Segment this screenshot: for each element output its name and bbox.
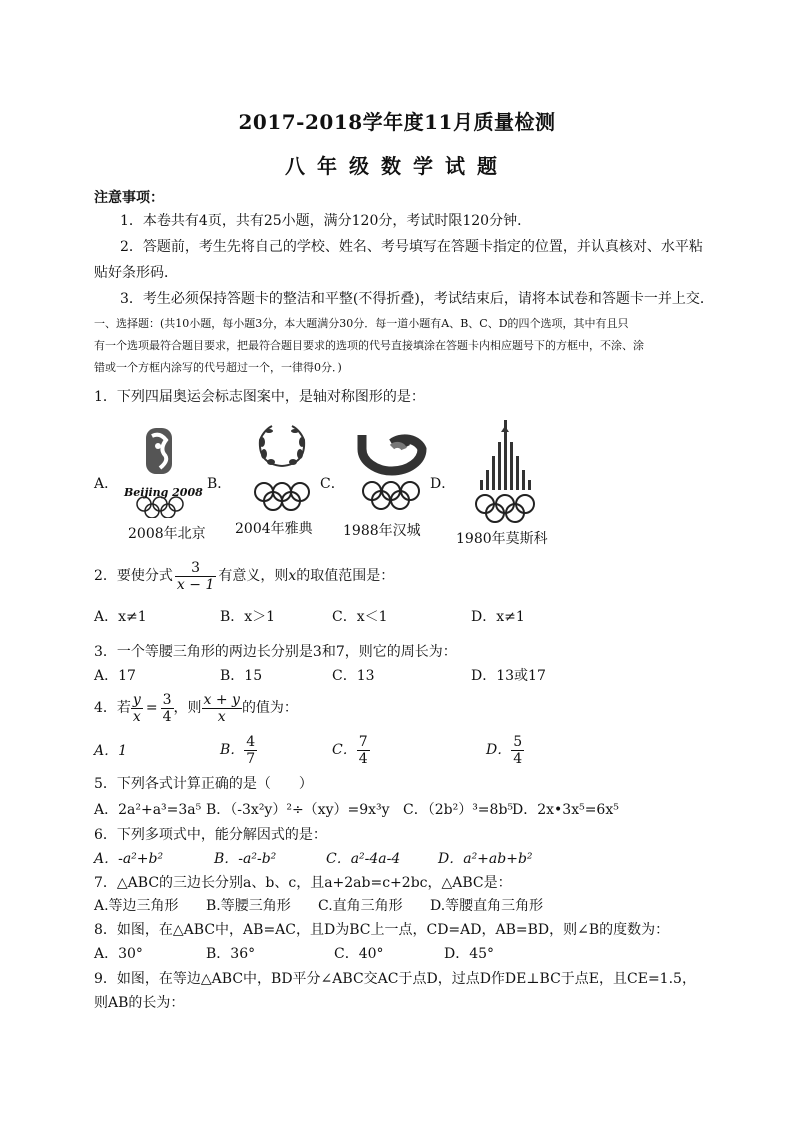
olympic-rings-icon xyxy=(255,483,309,510)
q4-f1-num: y xyxy=(132,691,141,708)
q2-option-c: C．x＜1 xyxy=(332,609,388,625)
q2-option-d: D．x≠1 xyxy=(471,609,525,625)
olympic-rings-icon xyxy=(137,497,183,518)
q2-option-a: A．x≠1 xyxy=(94,609,147,625)
q4-mid: ，则 xyxy=(173,700,202,716)
q2-suffix: 有意义，则 xyxy=(218,568,289,584)
olympic-rings-icon xyxy=(363,482,419,509)
q1-caption-a: 2008年北京 xyxy=(128,526,206,542)
q8-option-c: C．40° xyxy=(334,946,384,962)
q4-option-d xyxy=(486,730,524,770)
q1-option-d-label: D． xyxy=(430,476,456,492)
q4-option-c-frac xyxy=(357,734,370,767)
moscow-tower-icon xyxy=(480,420,531,490)
beijing-logo-image xyxy=(122,422,202,518)
q4-option-b-label: B． xyxy=(220,742,245,758)
q2-fraction xyxy=(175,560,216,593)
section-instructions-1: 一、选择题：(共10小题，每小题3分，本大题满分30分．每一道小题有A、B、C、D的四个选项，其中有且只 xyxy=(94,317,629,330)
q8-option-b: B．36° xyxy=(206,946,256,962)
q2-var: x xyxy=(288,568,297,584)
page-title: 2017-2018学年度11月质量检测 xyxy=(238,110,556,134)
q8-stem: 8．如图，在△ABC中，AB=AC，且D为BC上一点，CD=AD，AB=BD，则∠B的度数为： xyxy=(94,922,670,938)
q3-option-b: B．15 xyxy=(220,668,263,684)
q4-option-b-frac xyxy=(244,734,257,767)
q1-caption-b: 2004年雅典 xyxy=(235,521,313,537)
q8-option-d: D．45° xyxy=(444,946,495,962)
page-subtitle: 八年级数学试题 xyxy=(285,154,509,178)
q4-option-b xyxy=(220,730,257,770)
q4-fraction-1 xyxy=(131,692,143,725)
q7-option-c: C.直角三角形 xyxy=(318,898,403,914)
q4-fraction-3 xyxy=(202,692,242,725)
seoul-swirl-icon xyxy=(362,435,422,471)
q4-fraction-2 xyxy=(161,692,174,725)
q7-stem: 7．△ABC的三边长分别a、b、c，且a+2ab=c+2bc，△ABC是： xyxy=(94,875,512,891)
q4-prefix: 4．若 xyxy=(94,700,131,716)
q2-fraction-den: x − 1 xyxy=(176,576,215,593)
q2-prefix: 2．要使分式 xyxy=(94,568,173,584)
q5-option-c: C．（2b²）³=8b⁵ xyxy=(403,802,514,818)
q3-stem: 3．一个等腰三角形的两边长分别是3和7，则它的周长为： xyxy=(94,644,457,660)
olympic-rings-icon xyxy=(476,495,534,522)
q2-suffix2: 的取值范围是： xyxy=(296,568,395,584)
q4-option-d-den: 4 xyxy=(513,750,523,767)
beijing-logo-text: Beijing 2008 xyxy=(124,486,203,499)
notice-item-2: 2．答题前，考生先将自己的学校、姓名、考号填写在答题卡指定的位置，并认真核对、水平粘 xyxy=(120,239,703,255)
q4-option-c xyxy=(332,730,370,770)
q4-option-b-den: 7 xyxy=(246,750,256,767)
q6-option-c: C．a²-4a-4 xyxy=(326,851,401,867)
q4-f1-den: x xyxy=(132,708,141,725)
q6-stem: 6．下列多项式中，能分解因式的是： xyxy=(94,827,327,843)
q1-option-c-label: C． xyxy=(320,476,345,492)
q4-suffix: 的值为： xyxy=(241,700,298,716)
section-instructions-2: 有一个选项最符合题目要求，把最符合题目要求的选项的代号直接填涂在答题卡内相应题号下的方框中，不涂、涂 xyxy=(94,339,644,352)
q4-f3-den: x xyxy=(217,708,226,725)
q4-option-c-den: 4 xyxy=(358,750,368,767)
q1-option-a-label: A． xyxy=(94,476,119,492)
q4-option-b-num: 4 xyxy=(246,733,256,750)
q3-option-d: D．13或17 xyxy=(471,668,546,684)
q6-option-d: D．a²+ab+b² xyxy=(438,851,533,867)
q5-option-d: D．2x•3x⁵=6x⁵ xyxy=(512,802,619,818)
q4-option-d-label: D． xyxy=(486,742,512,758)
q5-option-b: B．（-3x²y）²÷（xy）=9x³y xyxy=(206,802,390,818)
q6-option-b: B．-a²-b² xyxy=(214,851,277,867)
notice-item-1: 1．本卷共有4页，共有25小题，满分120分，考试时限120分钟． xyxy=(120,213,532,229)
moscow-logo-image xyxy=(468,418,544,526)
q2-option-b: B．x＞1 xyxy=(220,609,276,625)
q1-option-b-label: B． xyxy=(207,476,232,492)
q4-stem xyxy=(94,690,298,726)
q7-option-d: D.等腰直角三角形 xyxy=(430,898,544,914)
section-instructions-3: 错或一个方框内涂写的代号超过一个，一律得0分．) xyxy=(94,361,342,374)
q4-option-d-num: 5 xyxy=(513,733,523,750)
q1-caption-d: 1980年莫斯科 xyxy=(456,531,548,547)
q9-line-1: 9．如图，在等边△ABC中，BD平分∠ABC交AC于点D，过点D作DE⊥BC于点E，且CE=1.5， xyxy=(94,971,696,987)
seoul-logo-image xyxy=(352,425,434,511)
q4-f2-den: 4 xyxy=(162,708,172,725)
q4-option-a: A．1 xyxy=(94,743,128,759)
q6-option-a: A．-a²+b² xyxy=(94,851,164,867)
q5-stem: 5．下列各式计算正确的是（ ） xyxy=(94,776,313,792)
athens-logo-image xyxy=(244,422,320,512)
q7-option-b: B.等腰三角形 xyxy=(206,898,291,914)
notice-item-3: 3．考生必须保持答题卡的整洁和平整(不得折叠)，考试结束后，请将本试卷和答题卡一并上交． xyxy=(120,291,714,307)
q2-fraction-num: 3 xyxy=(175,560,216,577)
q3-option-a: A．17 xyxy=(94,668,136,684)
notice-item-2-cont: 贴好条形码． xyxy=(94,265,178,281)
q4-option-c-num: 7 xyxy=(358,733,368,750)
q3-option-c: C．13 xyxy=(332,668,375,684)
q4-f2-num: 3 xyxy=(162,691,172,708)
q4-equals: = xyxy=(145,700,158,716)
q4-option-c-label: C． xyxy=(332,742,357,758)
q7-option-a: A.等边三角形 xyxy=(94,898,179,914)
q4-option-d-frac xyxy=(511,734,524,767)
q8-option-a: A．30° xyxy=(94,946,143,962)
notice-label: 注意事项： xyxy=(94,190,164,206)
q1-stem: 1．下列四届奥运会标志图案中，是轴对称图形的是： xyxy=(94,389,425,405)
q1-caption-c: 1988年汉城 xyxy=(343,523,421,539)
q4-f3-num: x + y xyxy=(203,691,240,708)
q9-line-2: 则AB的长为： xyxy=(94,995,185,1011)
q5-option-a: A．2a²+a³=3a⁵ xyxy=(94,802,202,818)
q2-stem xyxy=(94,558,394,594)
